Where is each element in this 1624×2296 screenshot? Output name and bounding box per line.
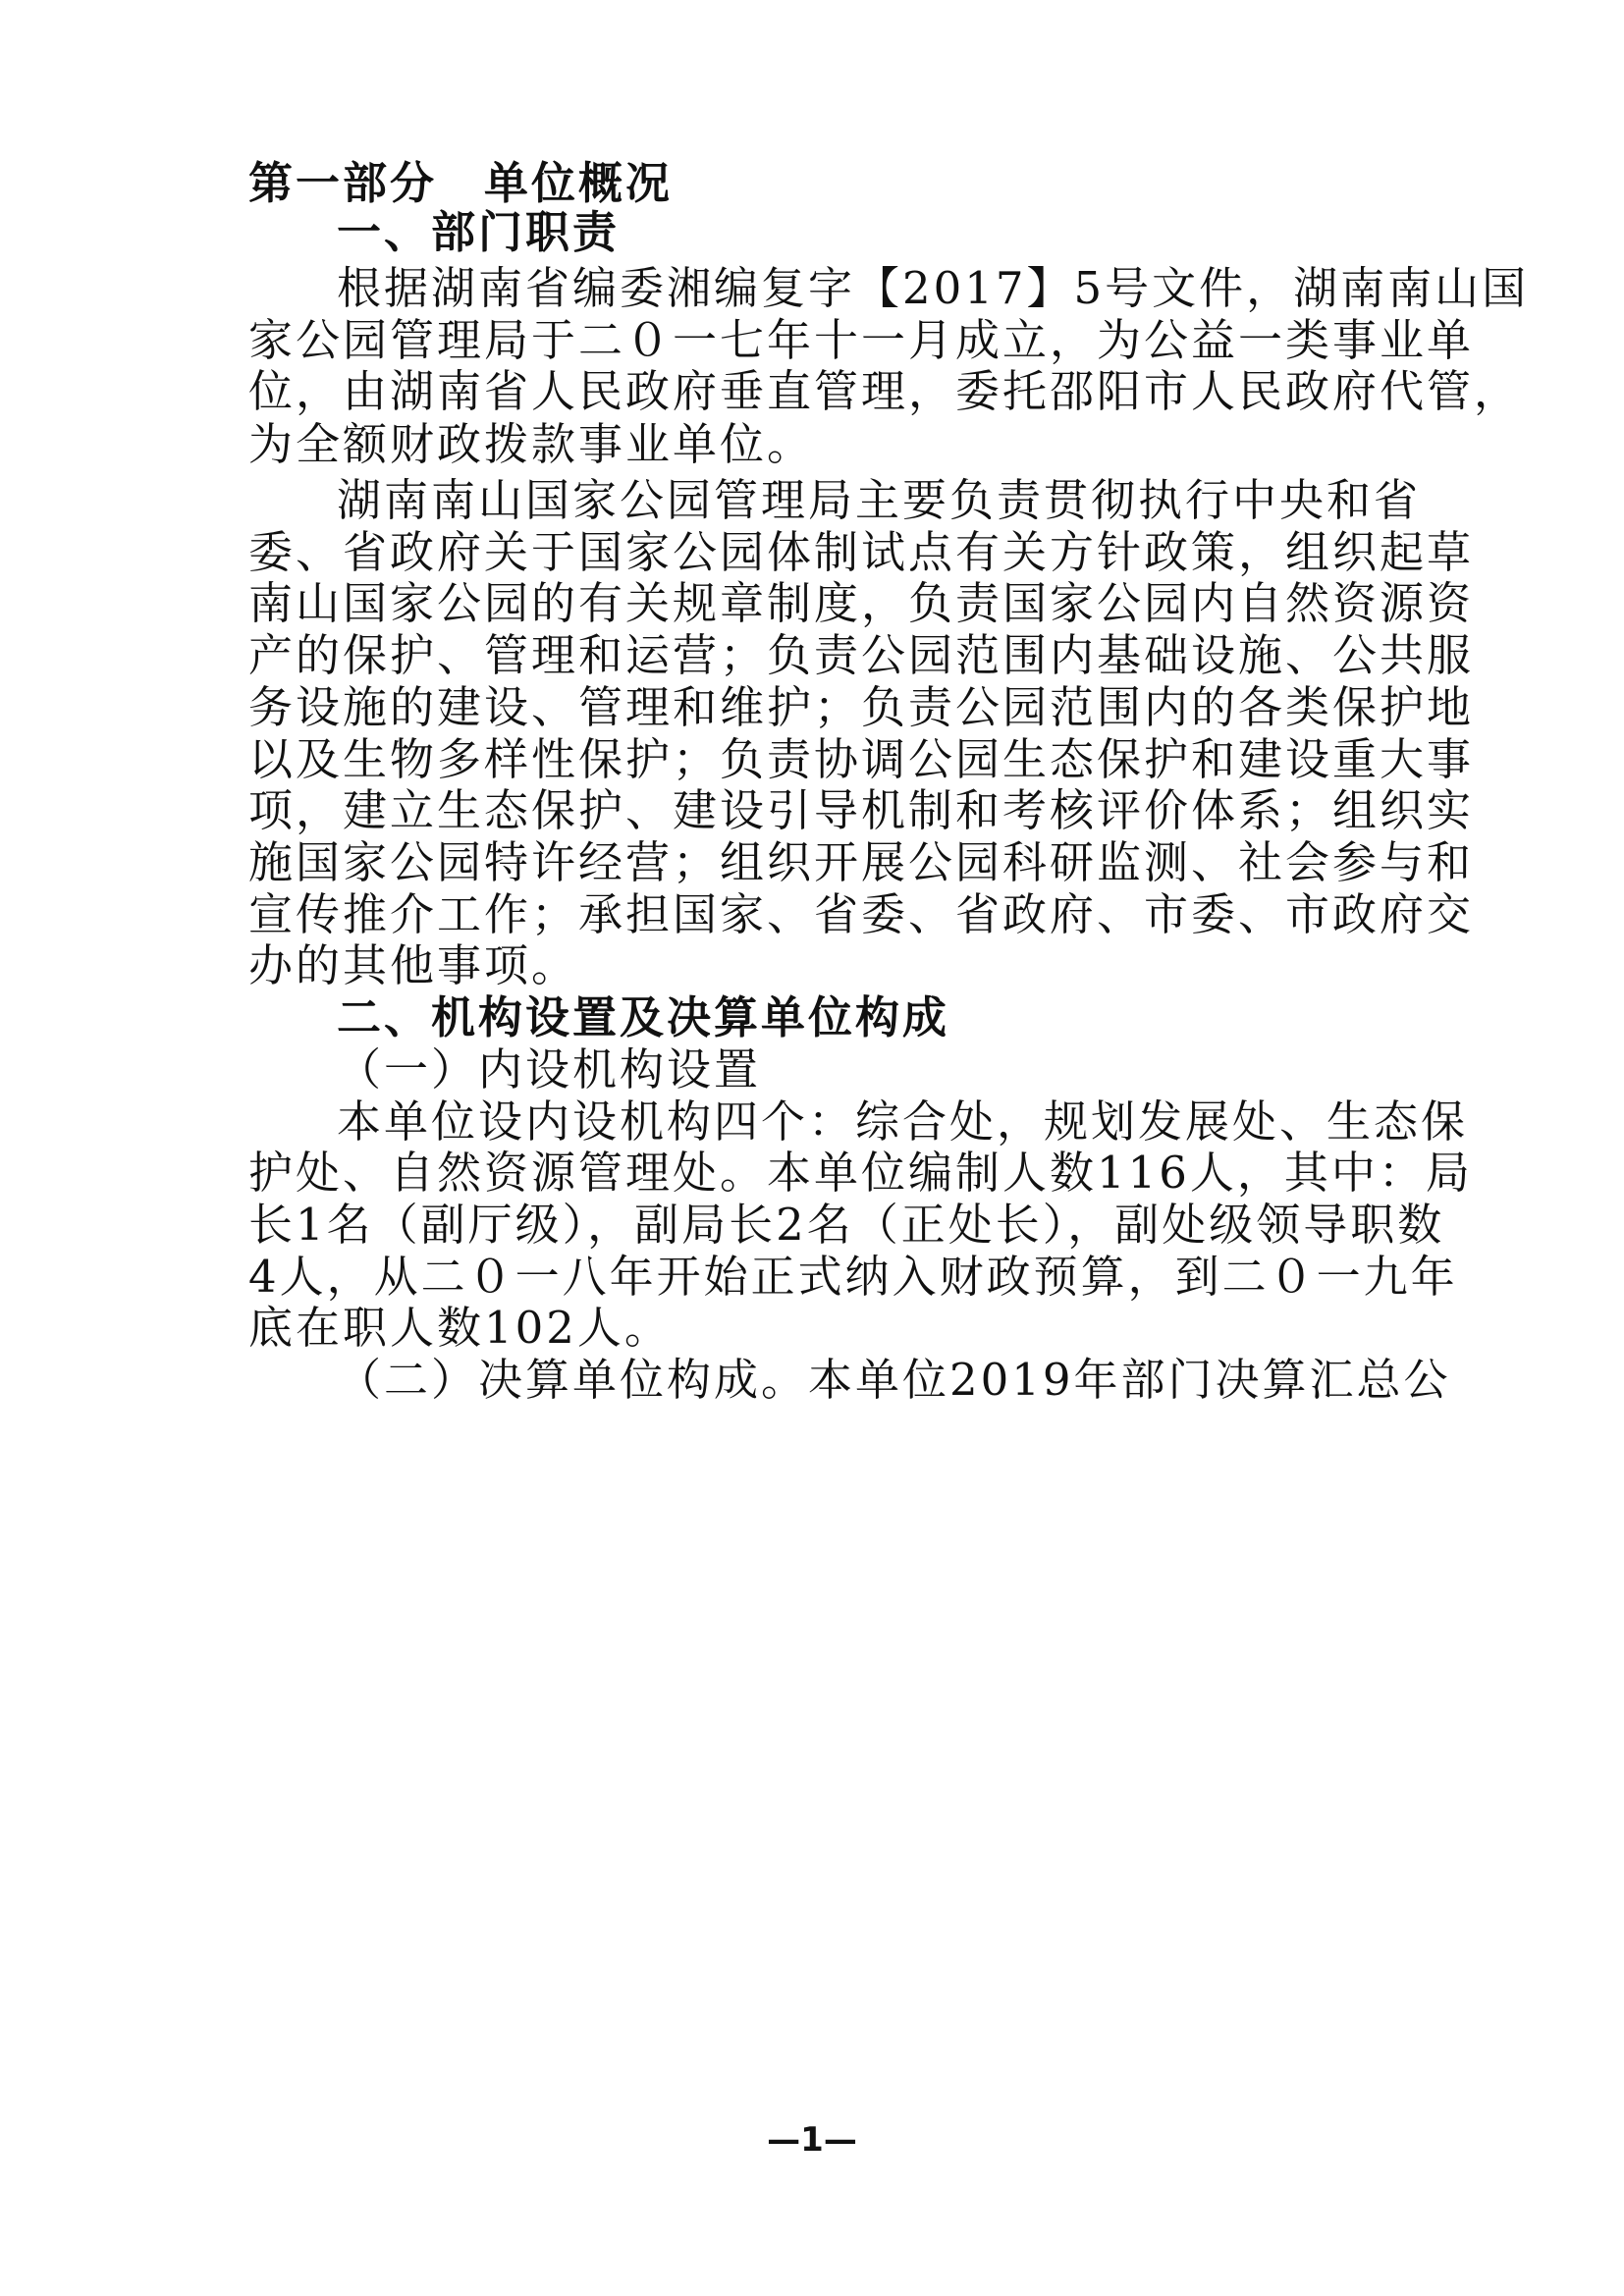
subsection-heading: （一）内设机构设置 <box>337 1043 762 1095</box>
part-title: 第一部分 单位概况 <box>248 157 674 209</box>
paragraph-line: 以及生物多样性保护；负责协调公园生态保护和建设重大事 <box>248 733 1475 785</box>
paragraph-line: （二）决算单位构成。本单位2019年部门决算汇总公 <box>337 1354 1451 1406</box>
paragraph-line: 施国家公园特许经营；组织开展公园科研监测、社会参与和 <box>248 836 1475 888</box>
paragraph-line: 为全额财政拨款事业单位。 <box>248 418 815 470</box>
section-heading-structure: 二、机构设置及决算单位构成 <box>337 991 950 1043</box>
paragraph-line: 南山国家公园的有关规章制度，负责国家公园内自然资源资 <box>248 577 1475 629</box>
paragraph-line: 长1名（副厅级），副局长2名（正处长），副处级领导职数 <box>248 1199 1445 1251</box>
paragraph-line: 务设施的建设、管理和维护；负责公园范围内的各类保护地 <box>248 681 1475 733</box>
paragraph-line: 宣传推介工作；承担国家、省委、省政府、市委、市政府交 <box>248 888 1475 940</box>
paragraph-line: 湖南南山国家公园管理局主要负责贯彻执行中央和省 <box>337 474 1422 526</box>
paragraph-line: 委、省政府关于国家公园体制试点有关方针政策，组织起草 <box>248 526 1475 578</box>
section-heading-duties: 一、部门职责 <box>337 206 621 258</box>
page-number: —1— <box>767 2120 857 2160</box>
paragraph-line: 护处、自然资源管理处。本单位编制人数116人，其中：局 <box>248 1147 1473 1199</box>
paragraph-line: 4人，从二０一八年开始正式纳入财政预算，到二０一九年 <box>248 1251 1458 1303</box>
paragraph-line: 位，由湖南省人民政府垂直管理，委托邵阳市人民政府代管， <box>248 365 1522 417</box>
paragraph-line: 根据湖南省编委湘编复字【2017】5号文件，湖南南山国 <box>337 262 1530 314</box>
paragraph-line: 项，建立生态保护、建设引导机制和考核评价体系；组织实 <box>248 784 1475 836</box>
paragraph-line: 本单位设内设机构四个：综合处，规划发展处、生态保 <box>337 1095 1469 1148</box>
paragraph-line: 办的其他事项。 <box>248 939 579 991</box>
paragraph-line: 家公园管理局于二０一七年十一月成立，为公益一类事业单 <box>248 314 1475 366</box>
paragraph-line: 产的保护、管理和运营；负责公园范围内基础设施、公共服 <box>248 629 1475 681</box>
paragraph-line: 底在职人数102人。 <box>248 1302 672 1354</box>
